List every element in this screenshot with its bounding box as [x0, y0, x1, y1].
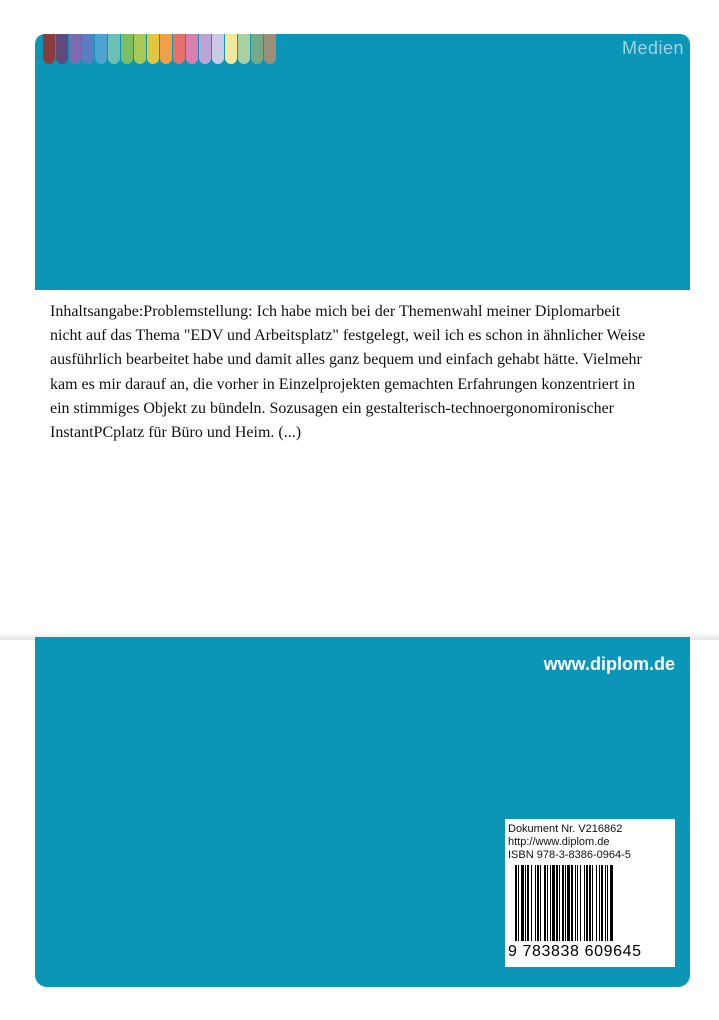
color-stripe — [56, 34, 68, 64]
color-stripe — [225, 34, 237, 64]
color-stripe — [147, 34, 159, 64]
barcode-bar — [613, 865, 614, 941]
color-stripe — [69, 34, 81, 64]
description-text: Inhaltsangabe:Problemstellung: Ich habe mich bei der Themenwahl meiner Diplomarbeit nicht auf das Thema "EDV und Arbeitsplatz" festgelegt, weil ich es schon in ähnlicher Weise ausführlich bearbeitet habe und damit alles ganz bequem und einfach gehabt hätte. Vielmehr kam es mir darauf an, die vorher in Einzelprojekten gemachten Erfahrungen konzentriert in ein stimmiges Objekt zu bündeln. Sozusagen ein gestalterisch-technoergonomironischer InstantPCplatz für Büro und Heim. (...) — [50, 303, 646, 442]
barcode-number: 9 783838 609645 — [508, 943, 642, 960]
isbn-text: ISBN 978-3-8386-0964-5 — [508, 849, 631, 861]
color-stripe — [82, 34, 94, 64]
color-stripe — [121, 34, 133, 64]
color-stripe — [160, 34, 172, 64]
color-stripe — [199, 34, 211, 64]
color-stripe — [43, 34, 55, 64]
color-stripe — [108, 34, 120, 64]
color-stripe — [95, 34, 107, 64]
publisher-url[interactable]: www.diplom.de — [543, 654, 675, 674]
color-stripe — [212, 34, 224, 64]
color-stripes — [43, 34, 277, 64]
brand-label: Medien — [621, 38, 684, 58]
color-stripe — [264, 34, 276, 64]
barcode-bars — [515, 865, 614, 941]
document-url: http://www.diplom.de — [508, 836, 610, 848]
bottom-color-panel — [35, 637, 690, 987]
color-stripe — [173, 34, 185, 64]
document-number: Dokument Nr. V216862 — [508, 823, 623, 835]
top-color-panel — [35, 34, 690, 290]
barcode-label — [505, 819, 675, 967]
color-stripe — [251, 34, 263, 64]
color-stripe — [238, 34, 250, 64]
color-stripe — [134, 34, 146, 64]
color-stripe — [186, 34, 198, 64]
